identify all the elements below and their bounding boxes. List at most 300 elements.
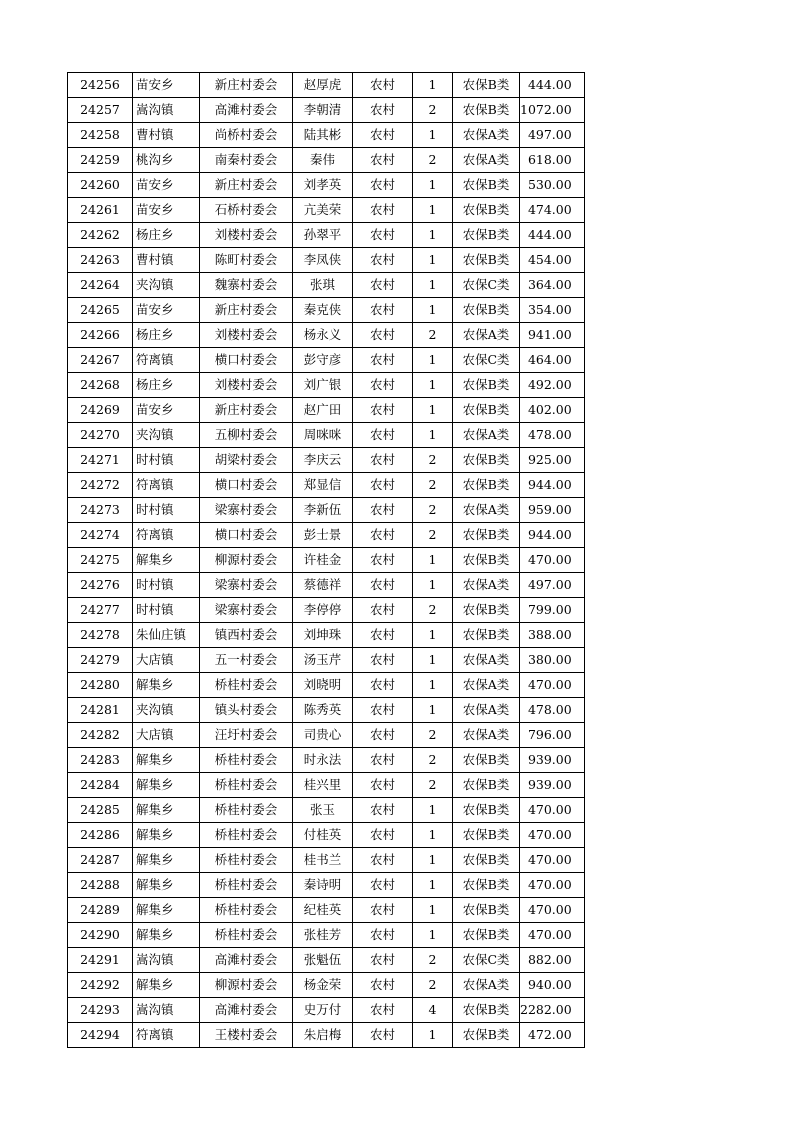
- household-count-cell: 1: [413, 173, 453, 198]
- insurance-category-cell: 农保C类: [453, 948, 520, 973]
- amount-cell: 470.00: [520, 873, 585, 898]
- table-row: [68, 823, 585, 848]
- insurance-category-cell: 农保B类: [453, 473, 520, 498]
- record-id-cell: 24267: [68, 348, 133, 373]
- household-type-cell: 农村: [353, 398, 413, 423]
- insurance-category-cell: 农保A类: [453, 123, 520, 148]
- record-id-cell: 24292: [68, 973, 133, 998]
- person-name-cell: 桂书兰: [293, 848, 353, 873]
- household-count-cell: 1: [413, 1023, 453, 1048]
- record-id-cell: 24285: [68, 798, 133, 823]
- record-id-cell: 24268: [68, 373, 133, 398]
- amount-cell: 454.00: [520, 248, 585, 273]
- town-cell: 苗安乡: [133, 73, 200, 98]
- table-row: [68, 998, 585, 1023]
- village-committee-cell: 梁寨村委会: [200, 598, 293, 623]
- table-row: [68, 598, 585, 623]
- record-id-cell: 24283: [68, 748, 133, 773]
- village-committee-cell: 柳源村委会: [200, 548, 293, 573]
- record-id-cell: 24293: [68, 998, 133, 1023]
- table-row: [68, 773, 585, 798]
- table-row: [68, 798, 585, 823]
- person-name-cell: 彭守彦: [293, 348, 353, 373]
- household-count-cell: 1: [413, 198, 453, 223]
- insurance-category-cell: 农保A类: [453, 973, 520, 998]
- person-name-cell: 张桂芳: [293, 923, 353, 948]
- household-type-cell: 农村: [353, 448, 413, 473]
- person-name-cell: 刘晓明: [293, 673, 353, 698]
- amount-cell: 478.00: [520, 698, 585, 723]
- record-id-cell: 24275: [68, 548, 133, 573]
- table-row: [68, 473, 585, 498]
- record-id-cell: 24269: [68, 398, 133, 423]
- village-committee-cell: 汪圩村委会: [200, 723, 293, 748]
- person-name-cell: 纪桂英: [293, 898, 353, 923]
- household-type-cell: 农村: [353, 173, 413, 198]
- household-type-cell: 农村: [353, 773, 413, 798]
- town-cell: 解集乡: [133, 848, 200, 873]
- town-cell: 解集乡: [133, 548, 200, 573]
- insurance-category-cell: 农保A类: [453, 723, 520, 748]
- insurance-category-cell: 农保A类: [453, 423, 520, 448]
- person-name-cell: 史万付: [293, 998, 353, 1023]
- amount-cell: 470.00: [520, 923, 585, 948]
- person-name-cell: 郑显信: [293, 473, 353, 498]
- record-id-cell: 24288: [68, 873, 133, 898]
- town-cell: 解集乡: [133, 873, 200, 898]
- town-cell: 曹村镇: [133, 248, 200, 273]
- household-count-cell: 2: [413, 948, 453, 973]
- town-cell: 嵩沟镇: [133, 998, 200, 1023]
- household-count-cell: 2: [413, 598, 453, 623]
- person-name-cell: 李停停: [293, 598, 353, 623]
- amount-cell: 470.00: [520, 823, 585, 848]
- village-committee-cell: 桥桂村委会: [200, 673, 293, 698]
- amount-cell: 940.00: [520, 973, 585, 998]
- village-committee-cell: 梁寨村委会: [200, 498, 293, 523]
- household-type-cell: 农村: [353, 273, 413, 298]
- household-type-cell: 农村: [353, 1023, 413, 1048]
- household-type-cell: 农村: [353, 998, 413, 1023]
- town-cell: 杨庄乡: [133, 223, 200, 248]
- town-cell: 解集乡: [133, 973, 200, 998]
- household-count-cell: 1: [413, 548, 453, 573]
- village-committee-cell: 五一村委会: [200, 648, 293, 673]
- town-cell: 解集乡: [133, 823, 200, 848]
- amount-cell: 470.00: [520, 548, 585, 573]
- town-cell: 嵩沟镇: [133, 98, 200, 123]
- insurance-category-cell: 农保B类: [453, 373, 520, 398]
- records-table: [67, 72, 585, 1048]
- amount-cell: 497.00: [520, 123, 585, 148]
- village-committee-cell: 镇西村委会: [200, 623, 293, 648]
- insurance-category-cell: 农保A类: [453, 573, 520, 598]
- insurance-category-cell: 农保B类: [453, 848, 520, 873]
- insurance-category-cell: 农保B类: [453, 548, 520, 573]
- person-name-cell: 李凤侠: [293, 248, 353, 273]
- record-id-cell: 24259: [68, 148, 133, 173]
- person-name-cell: 陈秀英: [293, 698, 353, 723]
- town-cell: 时村镇: [133, 573, 200, 598]
- household-type-cell: 农村: [353, 73, 413, 98]
- household-count-cell: 1: [413, 923, 453, 948]
- household-type-cell: 农村: [353, 423, 413, 448]
- record-id-cell: 24266: [68, 323, 133, 348]
- village-committee-cell: 新庄村委会: [200, 398, 293, 423]
- record-id-cell: 24256: [68, 73, 133, 98]
- amount-cell: 944.00: [520, 523, 585, 548]
- person-name-cell: 杨金荣: [293, 973, 353, 998]
- village-committee-cell: 高滩村委会: [200, 98, 293, 123]
- amount-cell: 1072.00: [520, 98, 585, 123]
- insurance-category-cell: 农保B类: [453, 773, 520, 798]
- person-name-cell: 刘广银: [293, 373, 353, 398]
- village-committee-cell: 桥桂村委会: [200, 848, 293, 873]
- person-name-cell: 张玉: [293, 798, 353, 823]
- table-row: [68, 1023, 585, 1048]
- household-type-cell: 农村: [353, 923, 413, 948]
- household-type-cell: 农村: [353, 648, 413, 673]
- household-count-cell: 1: [413, 423, 453, 448]
- village-committee-cell: 横口村委会: [200, 348, 293, 373]
- table-row: [68, 898, 585, 923]
- household-count-cell: 1: [413, 73, 453, 98]
- record-id-cell: 24261: [68, 198, 133, 223]
- town-cell: 苗安乡: [133, 198, 200, 223]
- town-cell: 解集乡: [133, 923, 200, 948]
- person-name-cell: 陆其彬: [293, 123, 353, 148]
- insurance-category-cell: 农保B类: [453, 173, 520, 198]
- amount-cell: 939.00: [520, 773, 585, 798]
- insurance-category-cell: 农保A类: [453, 148, 520, 173]
- amount-cell: 882.00: [520, 948, 585, 973]
- village-committee-cell: 桥桂村委会: [200, 898, 293, 923]
- household-count-cell: 1: [413, 698, 453, 723]
- amount-cell: 388.00: [520, 623, 585, 648]
- amount-cell: 492.00: [520, 373, 585, 398]
- household-type-cell: 农村: [353, 973, 413, 998]
- amount-cell: 470.00: [520, 898, 585, 923]
- table-row: [68, 948, 585, 973]
- insurance-category-cell: 农保B类: [453, 873, 520, 898]
- village-committee-cell: 新庄村委会: [200, 298, 293, 323]
- household-count-cell: 1: [413, 898, 453, 923]
- record-id-cell: 24262: [68, 223, 133, 248]
- person-name-cell: 张魁伍: [293, 948, 353, 973]
- household-type-cell: 农村: [353, 873, 413, 898]
- household-count-cell: 2: [413, 773, 453, 798]
- town-cell: 符离镇: [133, 523, 200, 548]
- village-committee-cell: 石桥村委会: [200, 198, 293, 223]
- table-row: [68, 423, 585, 448]
- village-committee-cell: 桥桂村委会: [200, 748, 293, 773]
- town-cell: 夹沟镇: [133, 273, 200, 298]
- household-count-cell: 1: [413, 123, 453, 148]
- household-count-cell: 2: [413, 473, 453, 498]
- table-row: [68, 98, 585, 123]
- household-type-cell: 农村: [353, 223, 413, 248]
- table-row: [68, 673, 585, 698]
- person-name-cell: 汤玉芹: [293, 648, 353, 673]
- table-row: [68, 848, 585, 873]
- village-committee-cell: 高滩村委会: [200, 998, 293, 1023]
- record-id-cell: 24260: [68, 173, 133, 198]
- insurance-category-cell: 农保B类: [453, 898, 520, 923]
- table-row: [68, 123, 585, 148]
- household-count-cell: 2: [413, 98, 453, 123]
- amount-cell: 470.00: [520, 673, 585, 698]
- household-count-cell: 2: [413, 973, 453, 998]
- household-type-cell: 农村: [353, 623, 413, 648]
- insurance-category-cell: 农保B类: [453, 448, 520, 473]
- record-id-cell: 24276: [68, 573, 133, 598]
- town-cell: 夹沟镇: [133, 698, 200, 723]
- table-row: [68, 973, 585, 998]
- village-committee-cell: 桥桂村委会: [200, 773, 293, 798]
- household-count-cell: 1: [413, 673, 453, 698]
- household-type-cell: 农村: [353, 573, 413, 598]
- household-type-cell: 农村: [353, 823, 413, 848]
- person-name-cell: 朱启梅: [293, 1023, 353, 1048]
- record-id-cell: 24294: [68, 1023, 133, 1048]
- household-count-cell: 2: [413, 723, 453, 748]
- household-count-cell: 1: [413, 373, 453, 398]
- person-name-cell: 李朝清: [293, 98, 353, 123]
- table-row: [68, 73, 585, 98]
- person-name-cell: 蔡德祥: [293, 573, 353, 598]
- insurance-category-cell: 农保B类: [453, 198, 520, 223]
- town-cell: 苗安乡: [133, 173, 200, 198]
- person-name-cell: 孙翠平: [293, 223, 353, 248]
- household-count-cell: 1: [413, 398, 453, 423]
- record-id-cell: 24258: [68, 123, 133, 148]
- record-id-cell: 24257: [68, 98, 133, 123]
- village-committee-cell: 横口村委会: [200, 473, 293, 498]
- village-committee-cell: 横口村委会: [200, 523, 293, 548]
- person-name-cell: 亢美荣: [293, 198, 353, 223]
- insurance-category-cell: 农保B类: [453, 73, 520, 98]
- amount-cell: 944.00: [520, 473, 585, 498]
- household-type-cell: 农村: [353, 148, 413, 173]
- household-count-cell: 1: [413, 798, 453, 823]
- record-id-cell: 24289: [68, 898, 133, 923]
- village-committee-cell: 桥桂村委会: [200, 873, 293, 898]
- town-cell: 时村镇: [133, 498, 200, 523]
- table-row: [68, 648, 585, 673]
- household-count-cell: 1: [413, 823, 453, 848]
- village-committee-cell: 桥桂村委会: [200, 923, 293, 948]
- table-row: [68, 273, 585, 298]
- record-id-cell: 24278: [68, 623, 133, 648]
- household-count-cell: 1: [413, 873, 453, 898]
- amount-cell: 354.00: [520, 298, 585, 323]
- person-name-cell: 许桂金: [293, 548, 353, 573]
- person-name-cell: 刘坤珠: [293, 623, 353, 648]
- record-id-cell: 24287: [68, 848, 133, 873]
- household-type-cell: 农村: [353, 248, 413, 273]
- table-row: [68, 373, 585, 398]
- town-cell: 符离镇: [133, 1023, 200, 1048]
- household-count-cell: 1: [413, 273, 453, 298]
- amount-cell: 472.00: [520, 1023, 585, 1048]
- household-count-cell: 4: [413, 998, 453, 1023]
- village-committee-cell: 尚桥村委会: [200, 123, 293, 148]
- amount-cell: 464.00: [520, 348, 585, 373]
- household-count-cell: 1: [413, 223, 453, 248]
- table-row: [68, 873, 585, 898]
- household-type-cell: 农村: [353, 848, 413, 873]
- town-cell: 解集乡: [133, 798, 200, 823]
- town-cell: 解集乡: [133, 748, 200, 773]
- record-id-cell: 24284: [68, 773, 133, 798]
- household-type-cell: 农村: [353, 298, 413, 323]
- town-cell: 时村镇: [133, 448, 200, 473]
- household-count-cell: 1: [413, 573, 453, 598]
- person-name-cell: 周咪咪: [293, 423, 353, 448]
- household-type-cell: 农村: [353, 373, 413, 398]
- table-row: [68, 498, 585, 523]
- household-type-cell: 农村: [353, 673, 413, 698]
- record-id-cell: 24291: [68, 948, 133, 973]
- table-row: [68, 223, 585, 248]
- village-committee-cell: 镇头村委会: [200, 698, 293, 723]
- table-row: [68, 173, 585, 198]
- person-name-cell: 杨永义: [293, 323, 353, 348]
- insurance-category-cell: 农保B类: [453, 1023, 520, 1048]
- insurance-category-cell: 农保B类: [453, 248, 520, 273]
- insurance-category-cell: 农保B类: [453, 298, 520, 323]
- household-type-cell: 农村: [353, 798, 413, 823]
- household-count-cell: 1: [413, 348, 453, 373]
- amount-cell: 2282.00: [520, 998, 585, 1023]
- table-row: [68, 748, 585, 773]
- record-id-cell: 24274: [68, 523, 133, 548]
- insurance-category-cell: 农保B类: [453, 998, 520, 1023]
- household-count-cell: 1: [413, 298, 453, 323]
- insurance-category-cell: 农保B类: [453, 748, 520, 773]
- amount-cell: 959.00: [520, 498, 585, 523]
- person-name-cell: 桂兴里: [293, 773, 353, 798]
- household-type-cell: 农村: [353, 898, 413, 923]
- table-row: [68, 548, 585, 573]
- household-type-cell: 农村: [353, 698, 413, 723]
- amount-cell: 402.00: [520, 398, 585, 423]
- table-row: [68, 523, 585, 548]
- insurance-category-cell: 农保B类: [453, 223, 520, 248]
- village-committee-cell: 南秦村委会: [200, 148, 293, 173]
- record-id-cell: 24272: [68, 473, 133, 498]
- town-cell: 苗安乡: [133, 398, 200, 423]
- town-cell: 解集乡: [133, 898, 200, 923]
- town-cell: 夹沟镇: [133, 423, 200, 448]
- amount-cell: 530.00: [520, 173, 585, 198]
- record-id-cell: 24282: [68, 723, 133, 748]
- town-cell: 朱仙庄镇: [133, 623, 200, 648]
- household-count-cell: 2: [413, 748, 453, 773]
- person-name-cell: 赵广田: [293, 398, 353, 423]
- village-committee-cell: 五柳村委会: [200, 423, 293, 448]
- insurance-category-cell: 农保B类: [453, 523, 520, 548]
- person-name-cell: 张琪: [293, 273, 353, 298]
- table-row: [68, 623, 585, 648]
- household-count-cell: 1: [413, 648, 453, 673]
- town-cell: 大店镇: [133, 648, 200, 673]
- person-name-cell: 时永法: [293, 748, 353, 773]
- amount-cell: 444.00: [520, 223, 585, 248]
- household-count-cell: 1: [413, 848, 453, 873]
- town-cell: 嵩沟镇: [133, 948, 200, 973]
- insurance-category-cell: 农保C类: [453, 348, 520, 373]
- table-row: [68, 248, 585, 273]
- insurance-category-cell: 农保B类: [453, 398, 520, 423]
- record-id-cell: 24264: [68, 273, 133, 298]
- village-committee-cell: 陈町村委会: [200, 248, 293, 273]
- household-count-cell: 1: [413, 623, 453, 648]
- record-id-cell: 24286: [68, 823, 133, 848]
- village-committee-cell: 柳源村委会: [200, 973, 293, 998]
- village-committee-cell: 刘楼村委会: [200, 373, 293, 398]
- town-cell: 解集乡: [133, 673, 200, 698]
- record-id-cell: 24265: [68, 298, 133, 323]
- table-row: [68, 323, 585, 348]
- amount-cell: 925.00: [520, 448, 585, 473]
- insurance-category-cell: 农保A类: [453, 323, 520, 348]
- amount-cell: 474.00: [520, 198, 585, 223]
- amount-cell: 799.00: [520, 598, 585, 623]
- record-id-cell: 24271: [68, 448, 133, 473]
- table-row: [68, 448, 585, 473]
- amount-cell: 941.00: [520, 323, 585, 348]
- amount-cell: 444.00: [520, 73, 585, 98]
- household-type-cell: 农村: [353, 98, 413, 123]
- amount-cell: 380.00: [520, 648, 585, 673]
- insurance-category-cell: 农保B类: [453, 598, 520, 623]
- household-type-cell: 农村: [353, 348, 413, 373]
- household-type-cell: 农村: [353, 598, 413, 623]
- insurance-category-cell: 农保C类: [453, 273, 520, 298]
- table-row: [68, 398, 585, 423]
- record-id-cell: 24277: [68, 598, 133, 623]
- household-type-cell: 农村: [353, 323, 413, 348]
- table-row: [68, 573, 585, 598]
- person-name-cell: 李庆云: [293, 448, 353, 473]
- village-committee-cell: 桥桂村委会: [200, 798, 293, 823]
- insurance-category-cell: 农保B类: [453, 823, 520, 848]
- village-committee-cell: 胡梁村委会: [200, 448, 293, 473]
- household-type-cell: 农村: [353, 948, 413, 973]
- household-count-cell: 2: [413, 148, 453, 173]
- town-cell: 符离镇: [133, 473, 200, 498]
- amount-cell: 618.00: [520, 148, 585, 173]
- household-count-cell: 2: [413, 498, 453, 523]
- household-type-cell: 农村: [353, 473, 413, 498]
- person-name-cell: 秦诗明: [293, 873, 353, 898]
- town-cell: 时村镇: [133, 598, 200, 623]
- village-committee-cell: 刘楼村委会: [200, 223, 293, 248]
- household-count-cell: 2: [413, 448, 453, 473]
- household-count-cell: 2: [413, 323, 453, 348]
- amount-cell: 364.00: [520, 273, 585, 298]
- household-type-cell: 农村: [353, 498, 413, 523]
- village-committee-cell: 新庄村委会: [200, 173, 293, 198]
- person-name-cell: 李新伍: [293, 498, 353, 523]
- insurance-category-cell: 农保A类: [453, 498, 520, 523]
- village-committee-cell: 刘楼村委会: [200, 323, 293, 348]
- table-row: [68, 723, 585, 748]
- person-name-cell: 付桂英: [293, 823, 353, 848]
- amount-cell: 796.00: [520, 723, 585, 748]
- household-type-cell: 农村: [353, 748, 413, 773]
